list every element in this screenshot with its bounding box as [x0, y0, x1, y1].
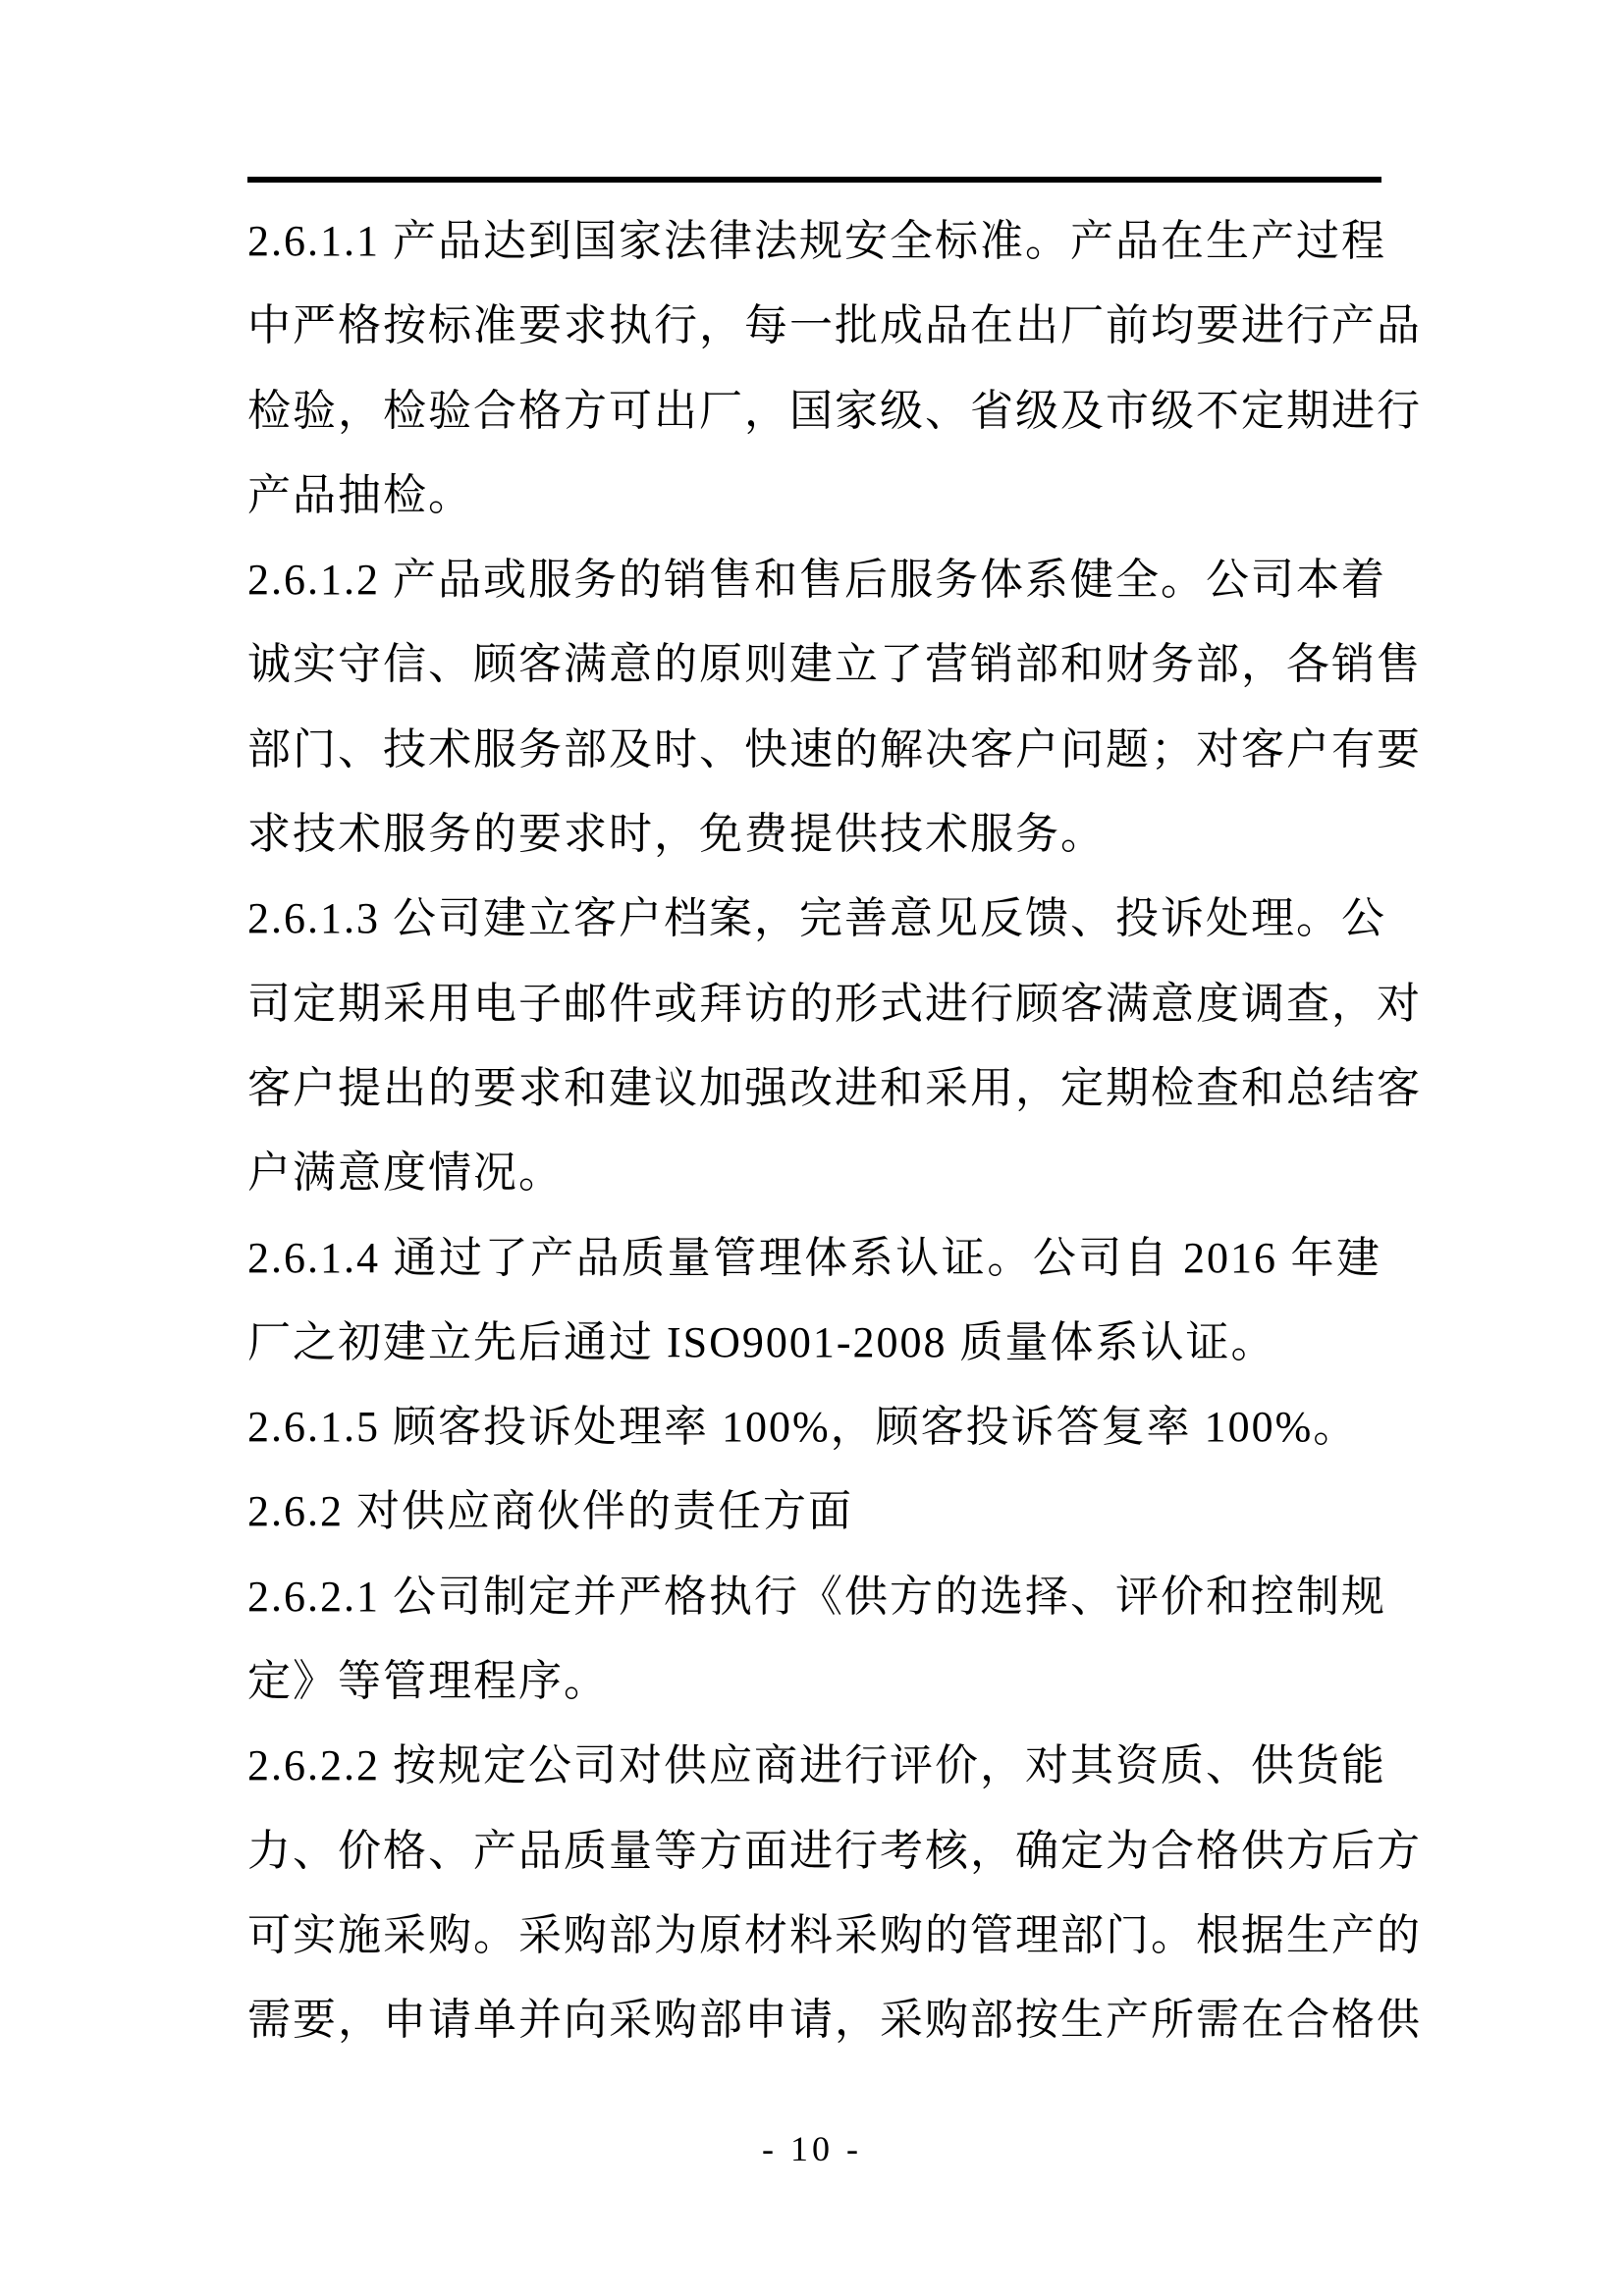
- paragraph-line: 2.6.2.1 公司制定并严格执行《供方的选择、评价和控制规: [247, 1572, 1386, 1621]
- document-body: [247, 199, 1422, 2063]
- paragraph-line: 部门、技术服务部及时、快速的解决客户问题；对客户有要: [247, 724, 1422, 774]
- paragraph-line: 中严格按标准要求执行，每一批成品在出厂前均要进行产品: [247, 301, 1422, 350]
- paragraph-line: 检验，检验合格方可出厂，国家级、省级及市级不定期进行: [247, 386, 1422, 435]
- page-number: - 10 -: [762, 2129, 862, 2168]
- paragraph-line: 定》等管理程序。: [247, 1657, 609, 1706]
- paragraph-line: 2.6.1.1 产品达到国家法律法规安全标准。产品在生产过程: [247, 217, 1386, 265]
- paragraph-line: 可实施采购。采购部为原材料采购的管理部门。根据生产的: [247, 1910, 1422, 1959]
- paragraph-line: 户满意度情况。: [247, 1148, 564, 1198]
- paragraph-line: 2.6.1.5 顾客投诉处理率 100%，顾客投诉答复率 100%。: [247, 1403, 1359, 1452]
- header-rule: [247, 177, 1381, 183]
- paragraph-line: 客户提出的要求和建议加强改进和采用，定期检查和总结客: [247, 1063, 1422, 1112]
- paragraph-line: 司定期采用电子邮件或拜访的形式进行顾客满意度调查，对: [247, 979, 1422, 1028]
- paragraph-line: 2.6.2.2 按规定公司对供应商进行评价，对其资质、供货能: [247, 1741, 1386, 1790]
- paragraph-line: 2.6.1.3 公司建立客户档案，完善意见反馈、投诉处理。公: [247, 894, 1386, 943]
- paragraph-line: 2.6.1.4 通过了产品质量管理体系认证。公司自 2016 年建: [247, 1233, 1381, 1282]
- paragraph-line: 诚实守信、顾客满意的原则建立了营销部和财务部，各销售: [247, 640, 1422, 689]
- paragraph-line: 2.6.1.2 产品或服务的销售和售后服务体系健全。公司本着: [247, 556, 1386, 605]
- paragraph-line: 求技术服务的要求时，免费提供技术服务。: [247, 810, 1106, 859]
- paragraph-line: 2.6.2 对供应商伙伴的责任方面: [247, 1487, 853, 1536]
- paragraph-line: 需要，申请单并向采购部申请，采购部按生产所需在合格供: [247, 1996, 1422, 2045]
- paragraph-line: 力、价格、产品质量等方面进行考核，确定为合格供方后方: [247, 1826, 1422, 1875]
- paragraph-line: 产品抽检。: [247, 470, 473, 519]
- paragraph-line: 厂之初建立先后通过 ISO9001-2008 质量体系认证。: [247, 1317, 1276, 1366]
